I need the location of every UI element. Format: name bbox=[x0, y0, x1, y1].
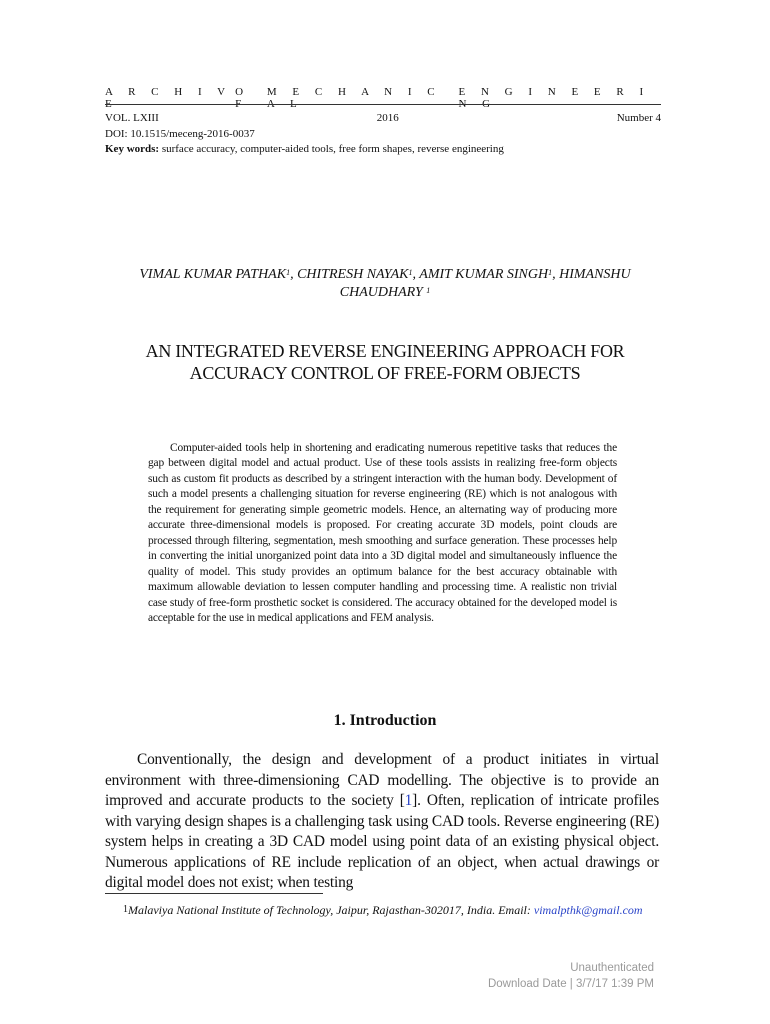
abstract: Computer-aided tools help in shortening and eradicating numerous repetitive tasks that reduces the gap between digital model and actual product. Use of these tools assists in realizing free-form objects such as custom fit products as described by a stringent interaction with the human body. Development of such a model presents a challenging situation for reverse engineering (RE) which is not analogous with the requirement for generating simple geometric models. Hence, an alternating way of producing more accurate three-dimensional models is proposed. For creating accurate 3D models, point clouds are processed through filtering, segmentation, mesh smoothing and surface generation. These processes help in converting the initial unorganized point data into a 3D digital model and simultaneously influence the quality of model. This study provides an optimum balance for the best accuracy obtainable with maximum allowable deviation to lessen computer handling and processing time. A realistic non trivial case study of free-form prosthetic socket is considered. The accuracy obtained for the developed model is acceptable for the use in medical applications and FEM analysis. bbox=[148, 442, 617, 624]
paragraph-text: ]. Often, replication of intricate profiles with varying design shapes is a challenging task using CAD tools. Reverse engineering (RE) system helps in creating a 3D CAD model using point data of an existing physical object. Numerous applications of RE include replication of an object, when actual drawings or digital model does not exist; when testing bbox=[105, 792, 659, 891]
watermark-line: Unauthenticated bbox=[570, 962, 654, 974]
issue-number: Number 4 bbox=[616, 112, 661, 124]
paragraph-text: Conventionally, the design and development of a product initiates in virtual environment with three-dimensioning CAD modelling. The objective is to provide an improved and accurate products to the society [ bbox=[105, 751, 659, 809]
author-name: HIMANSHU CHAUDHARY bbox=[339, 267, 631, 300]
volume-row bbox=[105, 112, 661, 124]
author-name: VIMAL KUMAR PATHAK bbox=[139, 267, 287, 282]
header-rule bbox=[105, 104, 661, 105]
author-separator: , bbox=[290, 267, 298, 282]
keywords bbox=[105, 143, 504, 155]
paper-title bbox=[105, 340, 665, 384]
title-line: AN INTEGRATED REVERSE ENGINEERING APPROACH FOR bbox=[145, 341, 625, 361]
doi: DOI: 10.1515/meceng-2016-0037 bbox=[105, 128, 255, 140]
watermark-line: Download Date | 3/7/17 1:39 PM bbox=[487, 978, 654, 990]
email-link[interactable]: vimalpthk@gmail.com bbox=[533, 903, 643, 917]
journal-word: E N G I N E E R I N G bbox=[458, 86, 650, 110]
journal-word: M E C H A N I C A L bbox=[266, 86, 442, 110]
section-heading: 1. Introduction bbox=[333, 712, 437, 729]
affiliation-mark: 1 bbox=[548, 268, 553, 277]
citation-link[interactable]: 1 bbox=[404, 792, 413, 809]
download-watermark bbox=[488, 960, 654, 992]
author-name: AMIT KUMAR SINGH bbox=[419, 267, 549, 282]
title-line: ACCURACY CONTROL OF FREE-FORM OBJECTS bbox=[189, 363, 581, 383]
volume: VOL. LXIII bbox=[105, 112, 159, 124]
affiliation-mark: 1 bbox=[286, 268, 291, 277]
author-separator: , bbox=[552, 267, 560, 282]
author-list bbox=[105, 266, 665, 302]
author-separator: , bbox=[412, 267, 420, 282]
keywords-label: Key words: bbox=[105, 143, 160, 155]
journal-name bbox=[105, 86, 661, 110]
journal-word: O F bbox=[235, 86, 250, 110]
journal-word: A R C H I V E bbox=[105, 86, 232, 110]
affiliation-mark: 1 bbox=[408, 268, 413, 277]
footnote-rule bbox=[105, 893, 323, 894]
footnote bbox=[105, 902, 661, 919]
author-name: CHITRESH NAYAK bbox=[297, 267, 409, 282]
footnote-mark: 1 bbox=[123, 904, 128, 915]
year: 2016 bbox=[376, 112, 399, 124]
keywords-list: surface accuracy, computer-aided tools, free form shapes, reverse engineering bbox=[159, 143, 504, 155]
affiliation-mark: 1 bbox=[426, 286, 431, 295]
body-paragraph bbox=[105, 750, 659, 894]
footnote-affiliation: Malaviya National Institute of Technology, Jaipur, Rajasthan-302017, India. Email: bbox=[128, 903, 534, 917]
